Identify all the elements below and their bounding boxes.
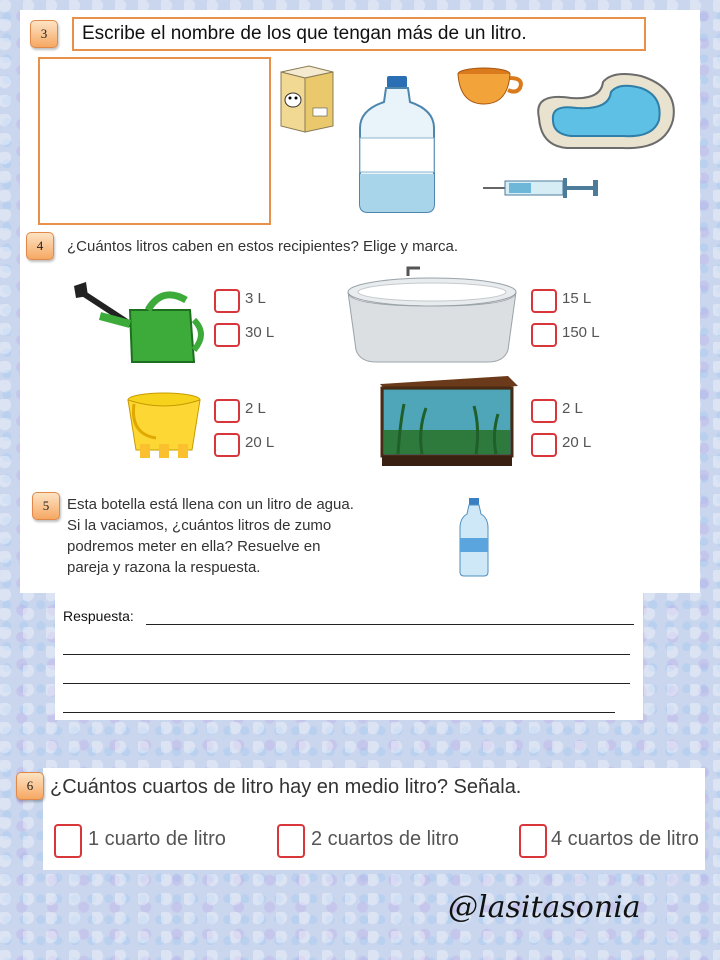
- bucket-icon: [126, 392, 202, 460]
- answer-line[interactable]: [63, 683, 630, 684]
- exercise-5-line: podremos meter en ella? Resuelve en: [67, 538, 321, 555]
- checkbox-bucket-20l[interactable]: [214, 433, 240, 457]
- cup-icon: [456, 66, 526, 108]
- checkbox-aquarium-2l[interactable]: [531, 399, 557, 423]
- exercise-6-number: 6: [16, 772, 44, 800]
- water-jug-icon: [356, 76, 438, 216]
- exercise-4-number: 4: [26, 232, 54, 260]
- option-label: 30 L: [245, 324, 275, 341]
- checkbox-bathtub-15l[interactable]: [531, 289, 557, 313]
- exercise-5-line: Esta botella está llena con un litro de agua.: [67, 496, 354, 513]
- exercise-5-line: Si la vaciamos, ¿cuántos litros de zumo: [67, 517, 332, 534]
- milk-carton-icon: [275, 58, 339, 134]
- exercise-5-text: [67, 494, 354, 578]
- syringe-icon: [483, 176, 601, 198]
- water-bottle-icon: [458, 498, 490, 578]
- checkbox-aquarium-20l[interactable]: [531, 433, 557, 457]
- option-label: 2 L: [562, 400, 583, 417]
- exercise-3-answer-box[interactable]: [38, 57, 271, 225]
- exercise-3-prompt: Escribe el nombre de los que tengan más de un litro.: [82, 23, 527, 44]
- answer-line[interactable]: [146, 624, 634, 625]
- checkbox-watering-can-3l[interactable]: [214, 289, 240, 313]
- checkbox-bathtub-150l[interactable]: [531, 323, 557, 347]
- answer-line[interactable]: [63, 654, 630, 655]
- option-label: 1 cuarto de litro: [88, 828, 226, 850]
- option-label: 20 L: [562, 434, 592, 451]
- exercise-3-prompt-box: [72, 17, 646, 51]
- option-label: 20 L: [245, 434, 275, 451]
- option-label: 2 cuartos de litro: [311, 828, 459, 850]
- author-signature: @lasitasonia: [448, 890, 641, 925]
- checkbox-one-quarter[interactable]: [54, 824, 82, 858]
- checkbox-watering-can-30l[interactable]: [214, 323, 240, 347]
- exercise-5-line: pareja y razona la respuesta.: [67, 559, 261, 576]
- watering-can-icon: [70, 280, 210, 366]
- swimming-pool-icon: [531, 68, 681, 154]
- exercise-6-prompt: ¿Cuántos cuartos de litro hay en medio litro? Señala.: [50, 776, 522, 798]
- exercise-4-prompt: ¿Cuántos litros caben en estos recipientes? Elige y marca.: [67, 238, 459, 255]
- checkbox-bucket-2l[interactable]: [214, 399, 240, 423]
- answer-label: Respuesta:: [63, 608, 134, 624]
- checkbox-two-quarters[interactable]: [277, 824, 305, 858]
- option-label: 2 L: [245, 400, 266, 417]
- option-label: 15 L: [562, 290, 592, 307]
- aquarium-icon: [378, 374, 520, 468]
- bathtub-icon: [346, 266, 520, 364]
- option-label: 3 L: [245, 290, 266, 307]
- checkbox-four-quarters[interactable]: [519, 824, 547, 858]
- exercise-5-number: 5: [32, 492, 60, 520]
- option-label: 4 cuartos de litro: [551, 828, 699, 850]
- answer-panel: [55, 592, 643, 720]
- exercise-3-number: 3: [30, 20, 58, 48]
- answer-line[interactable]: [63, 712, 615, 713]
- option-label: 150 L: [562, 324, 600, 341]
